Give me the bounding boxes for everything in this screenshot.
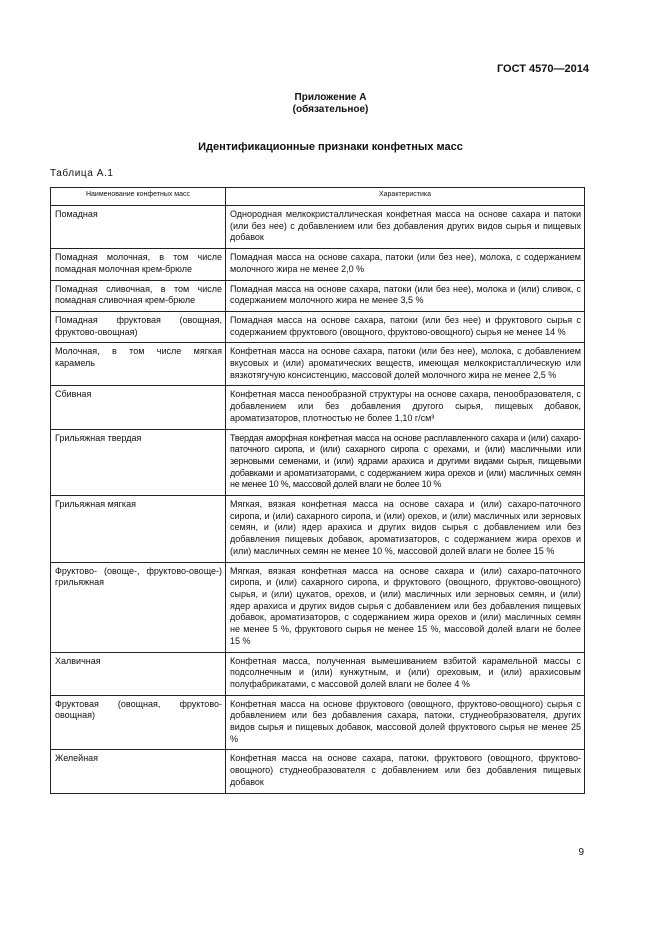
row-characteristic: Конфетная масса на основе сахара, патоки, фруктового (овощного, фруктово-овощного) студнеобразователя с добавлением или без добавления пищевых добавок [226, 750, 585, 793]
table-row [51, 311, 585, 342]
appendix-title: Приложение А [294, 92, 367, 103]
table-label: Таблица А.1 [50, 168, 114, 179]
table-row [51, 280, 585, 311]
row-characteristic: Помадная масса на основе сахара, патоки (или без нее), молока и (или) сливок, с содержанием молочного жира не менее 3,5 % [226, 280, 585, 311]
table-row [51, 750, 585, 793]
row-name: Желейная [51, 750, 226, 793]
table-row [51, 343, 585, 386]
row-name: Грильяжная мягкая [51, 496, 226, 563]
row-name: Халвичная [51, 652, 226, 695]
row-name: Сбивная [51, 386, 226, 429]
row-characteristic: Однородная мелкокристаллическая конфетная масса на основе сахара и патоки (или без нее) с добавлением или без добавления других видов сырья и пищевых добавок [226, 206, 585, 249]
table-row [51, 206, 585, 249]
table-row [51, 386, 585, 429]
row-characteristic: Помадная масса на основе сахара, патоки (или без нее) и фруктового сырья с содержанием фруктового (овощного, фруктово-овощного) сырья не менее 14 % [226, 311, 585, 342]
row-characteristic: Мягкая, вязкая конфетная масса на основе сахара и (или) сахаро-паточного сиропа, и (или) сахарного сиропа, и фруктового (овощного, фруктово-овощного) сырья, и (или) цукатов, орехов, и (или) масличных или зерновых семян, и (или) ядер арахиса и других видов сырья с добавлением или без добавления пищевых добавок, ароматизаторов, с содержанием жира орехов и (или) масличных семян не менее 5 %, фруктового сырья не менее 15 %, массовой долей влаги не более 15 % [226, 562, 585, 652]
row-characteristic: Конфетная масса пенообразной структуры на основе сахара, пенообразователя, с добавлением или без добавления другого сырья, пищевых добавок, ароматизаторов, плотностью не более 1,10 г/см³ [226, 386, 585, 429]
row-name: Фруктово- (овоще-, фруктово-овоще-) грильяжная [51, 562, 226, 652]
table-row [51, 562, 585, 652]
standard-number: ГОСТ 4570—2014 [496, 63, 589, 75]
row-name: Молочная, в том числе мягкая карамель [51, 343, 226, 386]
row-characteristic: Конфетная масса на основе сахара, патоки (или без нее), молока, с добавлением вкусовых и (или) ароматических веществ, имеющая мелкокристаллическую или вязкотягучую консистенцию, массовой долей молочного жира не менее 2,5 % [226, 343, 585, 386]
row-name: Грильяжная твердая [51, 429, 226, 496]
appendix-status: (обязательное) [292, 104, 369, 115]
table-row [51, 249, 585, 280]
table-row [51, 496, 585, 563]
table-header-row [51, 188, 585, 206]
row-name: Помадная [51, 206, 226, 249]
row-characteristic: Мягкая, вязкая конфетная масса на основе сахара и (или) сахаро-паточного сиропа, и (или) сахарного сиропа, и (или) орехов, и (или) масличных или зерновых семян, и (или) ядер арахиса и других видов сырья с добавлением или без добавления пищевых добавок, ароматизаторов, с содержанием жира орехов и (или) масличных семян не менее 10 %, массовой долей влаги не более 15 % [226, 496, 585, 563]
identification-table [50, 187, 585, 794]
section-title: Идентификационные признаки конфетных масс [198, 141, 463, 153]
table-row [51, 695, 585, 750]
column-header-characteristic: Характеристика [226, 188, 585, 206]
table-row [51, 429, 585, 496]
row-name: Помадная сливочная, в том числе помадная сливочная крем-брюле [51, 280, 226, 311]
row-characteristic: Твердая аморфная конфетная масса на основе расплавленного сахара и (или) сахаро-паточного сиропа, и (или) сахарного сиропа с орехами, и (или) масличными или зерновыми семенами, и (или) ядрами арахиса и другими видами сырья, пищевыми добавками и ароматизаторами, с содержанием жира орехов и (или) масличных семян не менее 10 %, массовой долей влаги не более 10 % [226, 429, 585, 496]
row-characteristic: Помадная масса на основе сахара, патоки (или без нее), молока, с содержанием молочного жира не менее 2,0 % [226, 249, 585, 280]
row-name: Помадная фруктовая (овощная, фруктово-овощная) [51, 311, 226, 342]
row-characteristic: Конфетная масса на основе фруктового (овощного, фруктово-овощного) сырья с добавлением или без добавления сахара, патоки, студнеобразователя, других видов сырья и пищевых добавок, массовой долей фруктового сырья не менее 25 % [226, 695, 585, 750]
table-row [51, 652, 585, 695]
row-name: Помадная молочная, в том числе помадная молочная крем-брюле [51, 249, 226, 280]
column-header-name: Наименование конфетных масс [51, 188, 226, 206]
row-characteristic: Конфетная масса, полученная вымешиванием взбитой карамельной массы с подсолнечным и (или) кунжутным, и (или) ореховым, и (или) арахисовым полуфабрикатами, с массовой долей влаги не более 4 % [226, 652, 585, 695]
row-name: Фруктовая (овощная, фруктово-овощная) [51, 695, 226, 750]
page-number: 9 [578, 847, 584, 858]
